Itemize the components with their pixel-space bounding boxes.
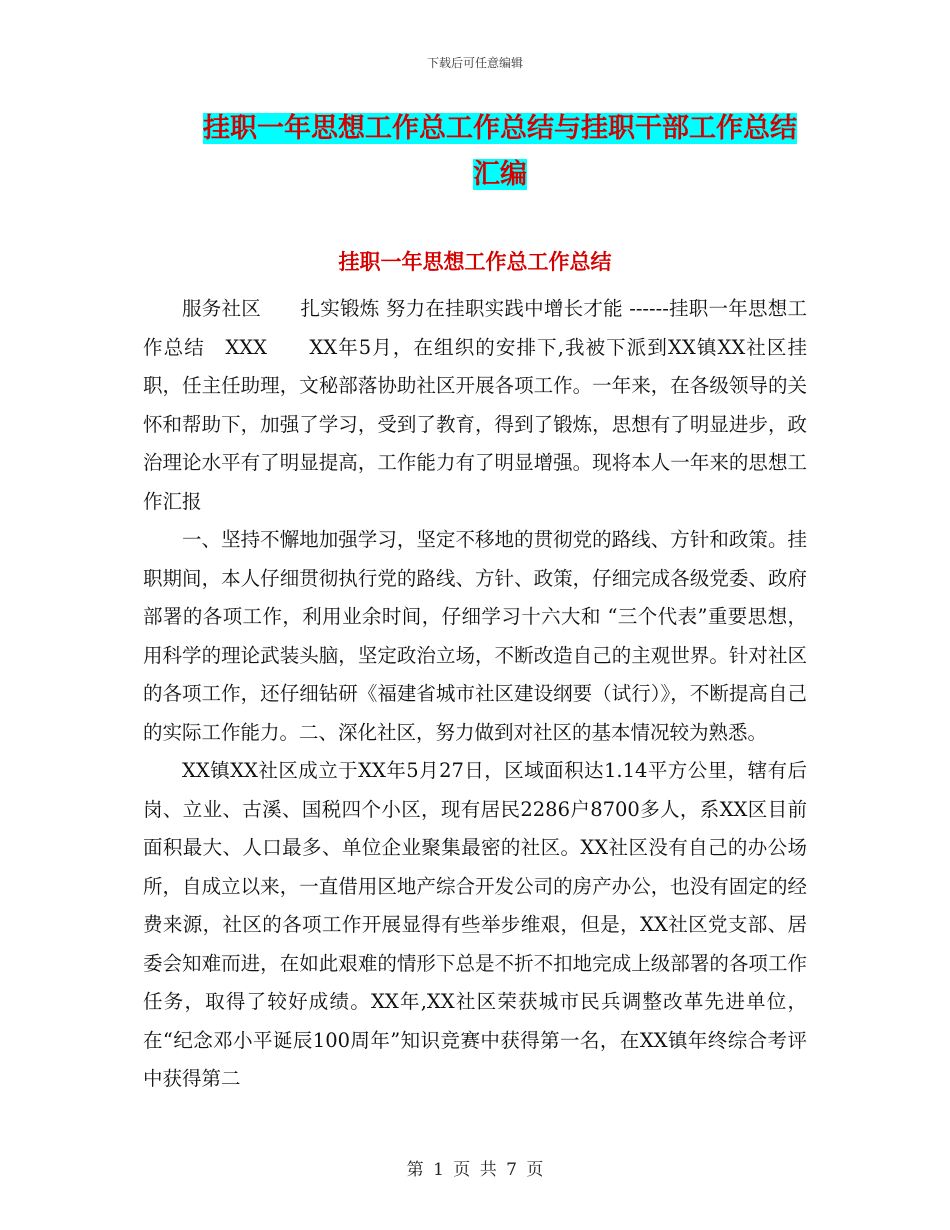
paragraph: XX镇XX社区成立于XX年5月27日，区域面积达1.14平方公里，辖有后岗、立业、古溪、国税四个小区，现有居民2286户8700多人，系XX区目前面积最大、人口最多、单位企业聚集最密的社区。XX社区没有自己的办公场所，自成立以来，一直借用区地产综合开发公司的房产办公，也没有固定的经费来源，社区的各项工作开展显得有些举步维艰，但是，XX社区党支部、居委会知难而进，在如此艰难的情形下总是不折不扣地完成上级部署的各项工作任务，取得了较好成绩。XX年,XX社区荣获城市民兵调整改革先进单位，在“纪念邓小平诞辰100周年”知识竞赛中获得第一名，在XX镇年终综合考评中获得第二 <box>143 759 807 1090</box>
document-title-text: 挂职一年思想工作总工作总结与挂职干部工作总结汇编 <box>203 113 797 190</box>
section-title: 挂职一年思想工作总工作总结 <box>338 249 612 274</box>
header-note: 下载后可任意编辑 <box>426 56 523 70</box>
document-body <box>143 290 807 1099</box>
page-number-footer: 第 1 页 共 7 页 <box>406 1160 544 1180</box>
paragraph: 服务社区 扎实锻炼 努力在挂职实践中增长才能 ------挂职一年思想工作总结 XXX XX年5月，在组织的安排下,我被下派到XX镇XX社区挂职，任主任助理，文秘部落协助社区开展各项工作。一年来，在各级领导的关怀和帮助下，加强了学习，受到了教育，得到了锻炼，思想有了明显进步，政治理论水平有了明显提高，工作能力有了明显增强。现将本人一年来的思想工作汇报 <box>143 297 807 513</box>
paragraph: 一、坚持不懈地加强学习，坚定不移地的贯彻党的路线、方针和政策。挂职期间，本人仔细贯彻执行党的路线、方针、政策，仔细完成各级党委、政府部署的各项工作，利用业余时间，仔细学习十六大和 “三个代表”重要思想，用科学的理论武装头脑，坚定政治立场，不断改造自己的主观世界。针对社区的各项工作，还仔细钻研《福建省城市社区建设纲要（试行）》，不断提高自己的实际工作能力。二、深化社区，努力做到对社区的基本情况较为熟悉。 <box>143 528 807 744</box>
document-title <box>190 106 810 198</box>
